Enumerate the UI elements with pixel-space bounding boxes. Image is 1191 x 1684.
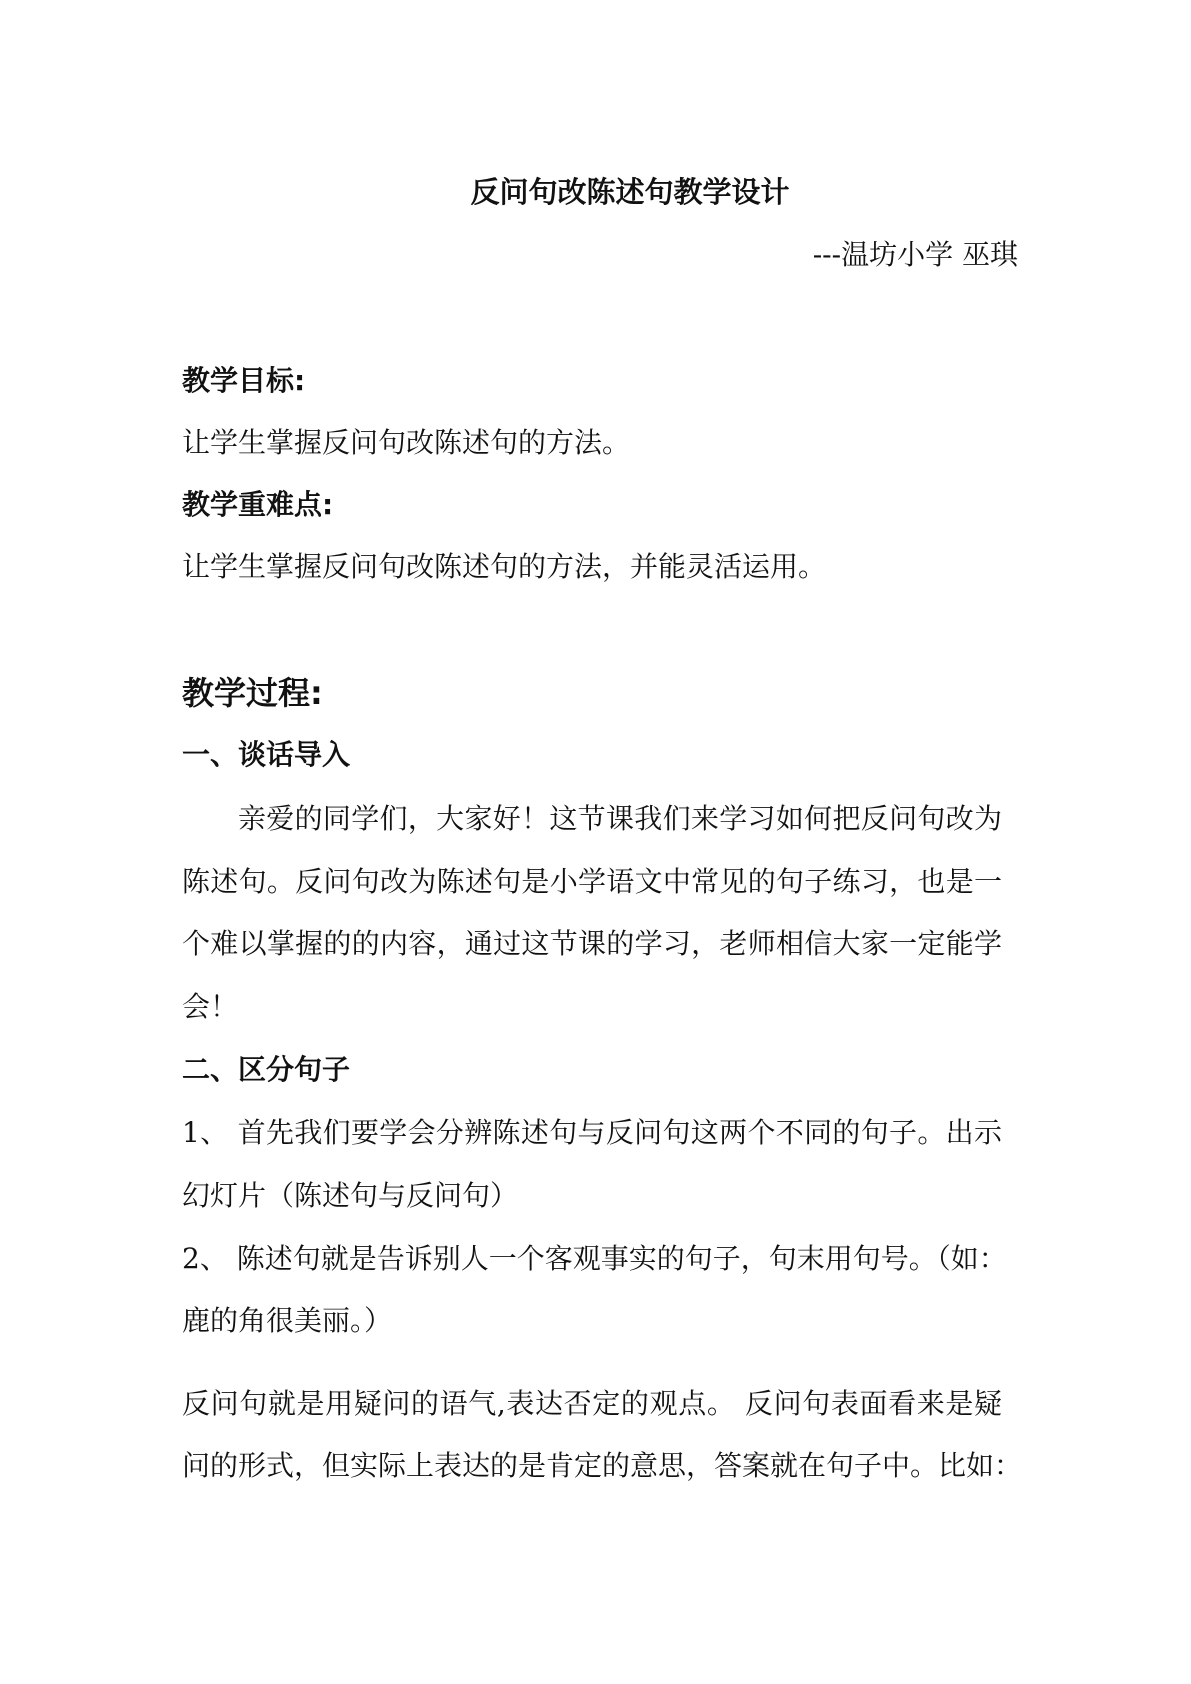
list-item-line: 鹿的角很美丽。） (182, 1304, 393, 1337)
list-item-line: 1、 首先我们要学会分辨陈述句与反问句这两个不同的句子。出示 (182, 1116, 1002, 1149)
list-item-line: 2、 陈述句就是告诉别人一个客观事实的句子，句末用句号。（如： (182, 1242, 1007, 1275)
objective-heading: 教学目标: (182, 364, 306, 397)
document-title: 反问句改陈述句教学设计 (470, 175, 790, 209)
paragraph-line: 反问句就是用疑问的语气,表达否定的观点。 反问句表面看来是疑 (182, 1387, 1002, 1420)
paragraph-line: 问的形式，但实际上表达的是肯定的意思，答案就在句子中。比如： (182, 1449, 1023, 1482)
key-points-text: 让学生掌握反问句改陈述句的方法，并能灵活运用。 (182, 550, 827, 583)
paragraph-line: 个难以掌握的的内容，通过这节课的学习，老师相信大家一定能学 (182, 927, 1002, 960)
list-item-line: 幻灯片（陈述句与反问句） (182, 1179, 519, 1212)
author-line: ---温坊小学 巫琪 (812, 238, 1018, 271)
process-heading: 教学过程: (182, 674, 323, 712)
key-points-heading: 教学重难点: (182, 488, 334, 521)
section-2-heading: 二、区分句子 (182, 1053, 351, 1086)
paragraph-line: 会！ (182, 990, 239, 1023)
objective-text: 让学生掌握反问句改陈述句的方法。 (182, 426, 631, 459)
paragraph-line: 陈述句。反问句改为陈述句是小学语文中常见的句子练习，也是一 (182, 865, 1002, 898)
section-1-heading: 一、谈话导入 (182, 738, 351, 771)
paragraph-line: 亲爱的同学们，大家好！这节课我们来学习如何把反问句改为 (238, 802, 1002, 835)
